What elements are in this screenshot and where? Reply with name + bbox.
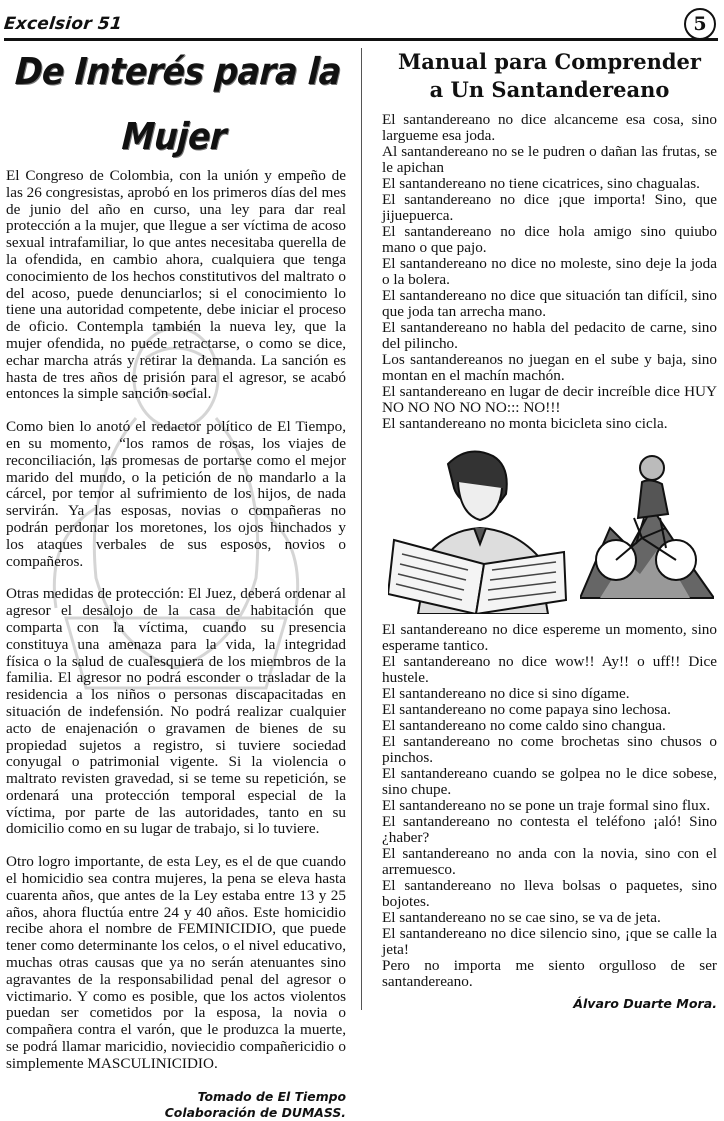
saying-line: El santandereano no dice alcanceme esa cosa, sino largueme esa joda.: [382, 111, 717, 144]
credit-line-collaboration: Colaboración de DUMASS.: [164, 1104, 346, 1120]
page-number: 5: [684, 8, 716, 40]
saying-line: El santandereano no come caldo sino changua.: [382, 717, 666, 734]
page-header: [4, 8, 718, 40]
saying-line: El santandereano no dice silencio sino, ¡que se calle la jeta!: [382, 925, 717, 958]
man-reading-newspaper-illustration: [388, 444, 568, 614]
saying-line: El santandereano no dice que situación tan difícil, sino que joda tan arrecha mano.: [382, 287, 717, 320]
author-signature: Álvaro Duarte Mora.: [573, 996, 717, 1011]
saying-line: El santandereano no dice no moleste, sino deje la joda o la bolera.: [382, 255, 717, 288]
saying-line: El santandereano no se pone un traje formal sino flux.: [382, 797, 711, 814]
left-article: [6, 46, 346, 1121]
saying-line: El santandereano no anda con la novia, sino con el arremuesco.: [382, 845, 717, 878]
right-article-title: [382, 46, 717, 104]
right-title-line2: a Un Santandereano: [429, 77, 670, 102]
credit-line-source: Tomado de El Tiempo: [197, 1088, 346, 1104]
saying-line: Al santandereano no se le pudren o dañan las frutas, se le apichan: [382, 143, 717, 176]
saying-line: El santandereano no monta bicicleta sino cicla.: [382, 415, 668, 432]
left-article-title: De Interés para la Mujer: [13, 49, 343, 158]
saying-line: El santandereano no dice hola amigo sino quiubo mano o que pajo.: [382, 223, 717, 256]
saying-line: El santandereano no dice ¡que importa! Sino, que jijuepuerca.: [382, 191, 717, 224]
saying-line: El santandereano en lugar de decir increíble dice HUY NO NO NO NO NO::: NO!!!: [382, 383, 717, 416]
paragraph: Como bien lo anotó el redactor político de El Tiempo, en su momento, “los ramos de rosas, los viajes de reconciliación, las promesas de portarse como el mejor marido del mundo, o la petición de no mandarlo a la cárcel, por temor al sufrimiento de los hijos, de nada servirán. Ya las esposas, novias o compañeras no podrán perdonar los moretones, los ojos hinchados y los ataques verbales de sus esposos, novios o compañeros.: [6, 418, 346, 570]
sayings-list-bottom: [382, 622, 717, 990]
saying-line: Los santandereanos no juegan en el sube y baja, sino montan en el machín machón.: [382, 351, 717, 384]
illustrations: [382, 444, 717, 614]
right-title-line1: Manual para Comprender: [398, 49, 701, 74]
saying-line: El santandereano cuando se golpea no le dice sobese, sino chupe.: [382, 765, 717, 798]
saying-line: El santandereano no dice wow!! Ay!! o uff!! Dice hustele.: [382, 653, 717, 686]
cyclist-illustration: [580, 448, 714, 608]
paragraph: Otro logro importante, de esta Ley, es el de que cuando el homicidio sea contra mujeres, la pena se eleva hasta cuarenta años, que antes de la Ley estaba entre 13 y 25 años, ahora fluctúa entre 24 y 40 años. Este homicidio recibe ahora el nombre de FEMINICIDIO, que puede tener como determinante los celos, o el nivel educativo, muchas otras causas que ya no serán atenuantes sino agravantes de la responsabilidad penal del agresor o victimario. Y como es posible, que los actos violentos puedan ser cometidos por la esposa, la novia o compañera contra el varón, que le produzca la muerte, se podrá llamar maricidio, noviecidio compañericidio o simplemente MASCULINICIDIO.: [6, 853, 346, 1072]
right-article: [382, 46, 717, 1011]
publication-name: Excelsior 51: [2, 14, 124, 34]
saying-line: El santandereano no lleva bolsas o paquetes, sino bojotes.: [382, 877, 717, 910]
left-article-body: [6, 168, 346, 1121]
paragraph: Otras medidas de protección: El Juez, deberá ordenar al agresor el desalojo de la casa de habitación que comparta con la víctima, cuando su presencia constituya una amenaza para la vida, la integridad física o la salud de cualesquiera de los miembros de la familia. El agresor no podrá esconder o trasladar de la residencia a los niños o personas discapacitadas en situación de indefensión. No podrá realizar cualquier acto de enajenación o gravamen de bienes de su propiedad sujetos a registro, si tuviere sociedad conyugal o patrimonial vigente. Si la violencia o maltrato revisten gravedad, si se teme su repetición, se ordenará una protección temporal especial de la víctima, por parte de las autoridades, tanto en su domicilio como en su lugar de trabajo, si lo tuviere.: [6, 585, 346, 838]
source-credit: [6, 1089, 346, 1121]
saying-line: El santandereano no come brochetas sino chusos o pinchos.: [382, 733, 717, 766]
saying-line: El santandereano no dice espereme un momento, sino esperame tantico.: [382, 621, 717, 654]
column-divider: [361, 48, 362, 1010]
saying-line: El santandereano no dice si sino dígame.: [382, 685, 630, 702]
saying-line: El santandereano no contesta el teléfono ¡aló! Sino ¿haber?: [382, 813, 717, 846]
saying-line: El santandereano no come papaya sino lechosa.: [382, 701, 671, 718]
saying-line: Pero no importa me siento orgulloso de ser santandereano.: [382, 957, 717, 990]
saying-line: El santandereano no tiene cicatrices, sino chagualas.: [382, 175, 700, 192]
saying-line: El santandereano no habla del pedacito de carne, sino del pilincho.: [382, 319, 717, 352]
saying-line: El santandereano no se cae sino, se va de jeta.: [382, 909, 661, 926]
sayings-list-top: [382, 112, 717, 432]
paragraph: El Congreso de Colombia, con la unión y empeño de las 26 congresistas, aprobó en los primeros días del mes de junio del año en curso, una ley para dar real protección a la mujer, que llegue a ser víctima de acoso sexual intrafamiliar, lo que antes necesitaba querella de la ofendida, en cambio ahora, cualquiera que tenga conocimiento de los hechos constitutivos del maltrato o del acoso, puede denunciarlos; si el conocimiento lo tiene una autoridad competente, debe iniciar el proceso de oficio. Contempla también la nueva ley, que la mujer ofendida, no puede retractarse, o como se dice, echar marcha atrás y retirar la demanda. La sanción es hasta de tres años de prisión para el agresor, se acabó entonces la simple sanción social.: [6, 167, 346, 403]
